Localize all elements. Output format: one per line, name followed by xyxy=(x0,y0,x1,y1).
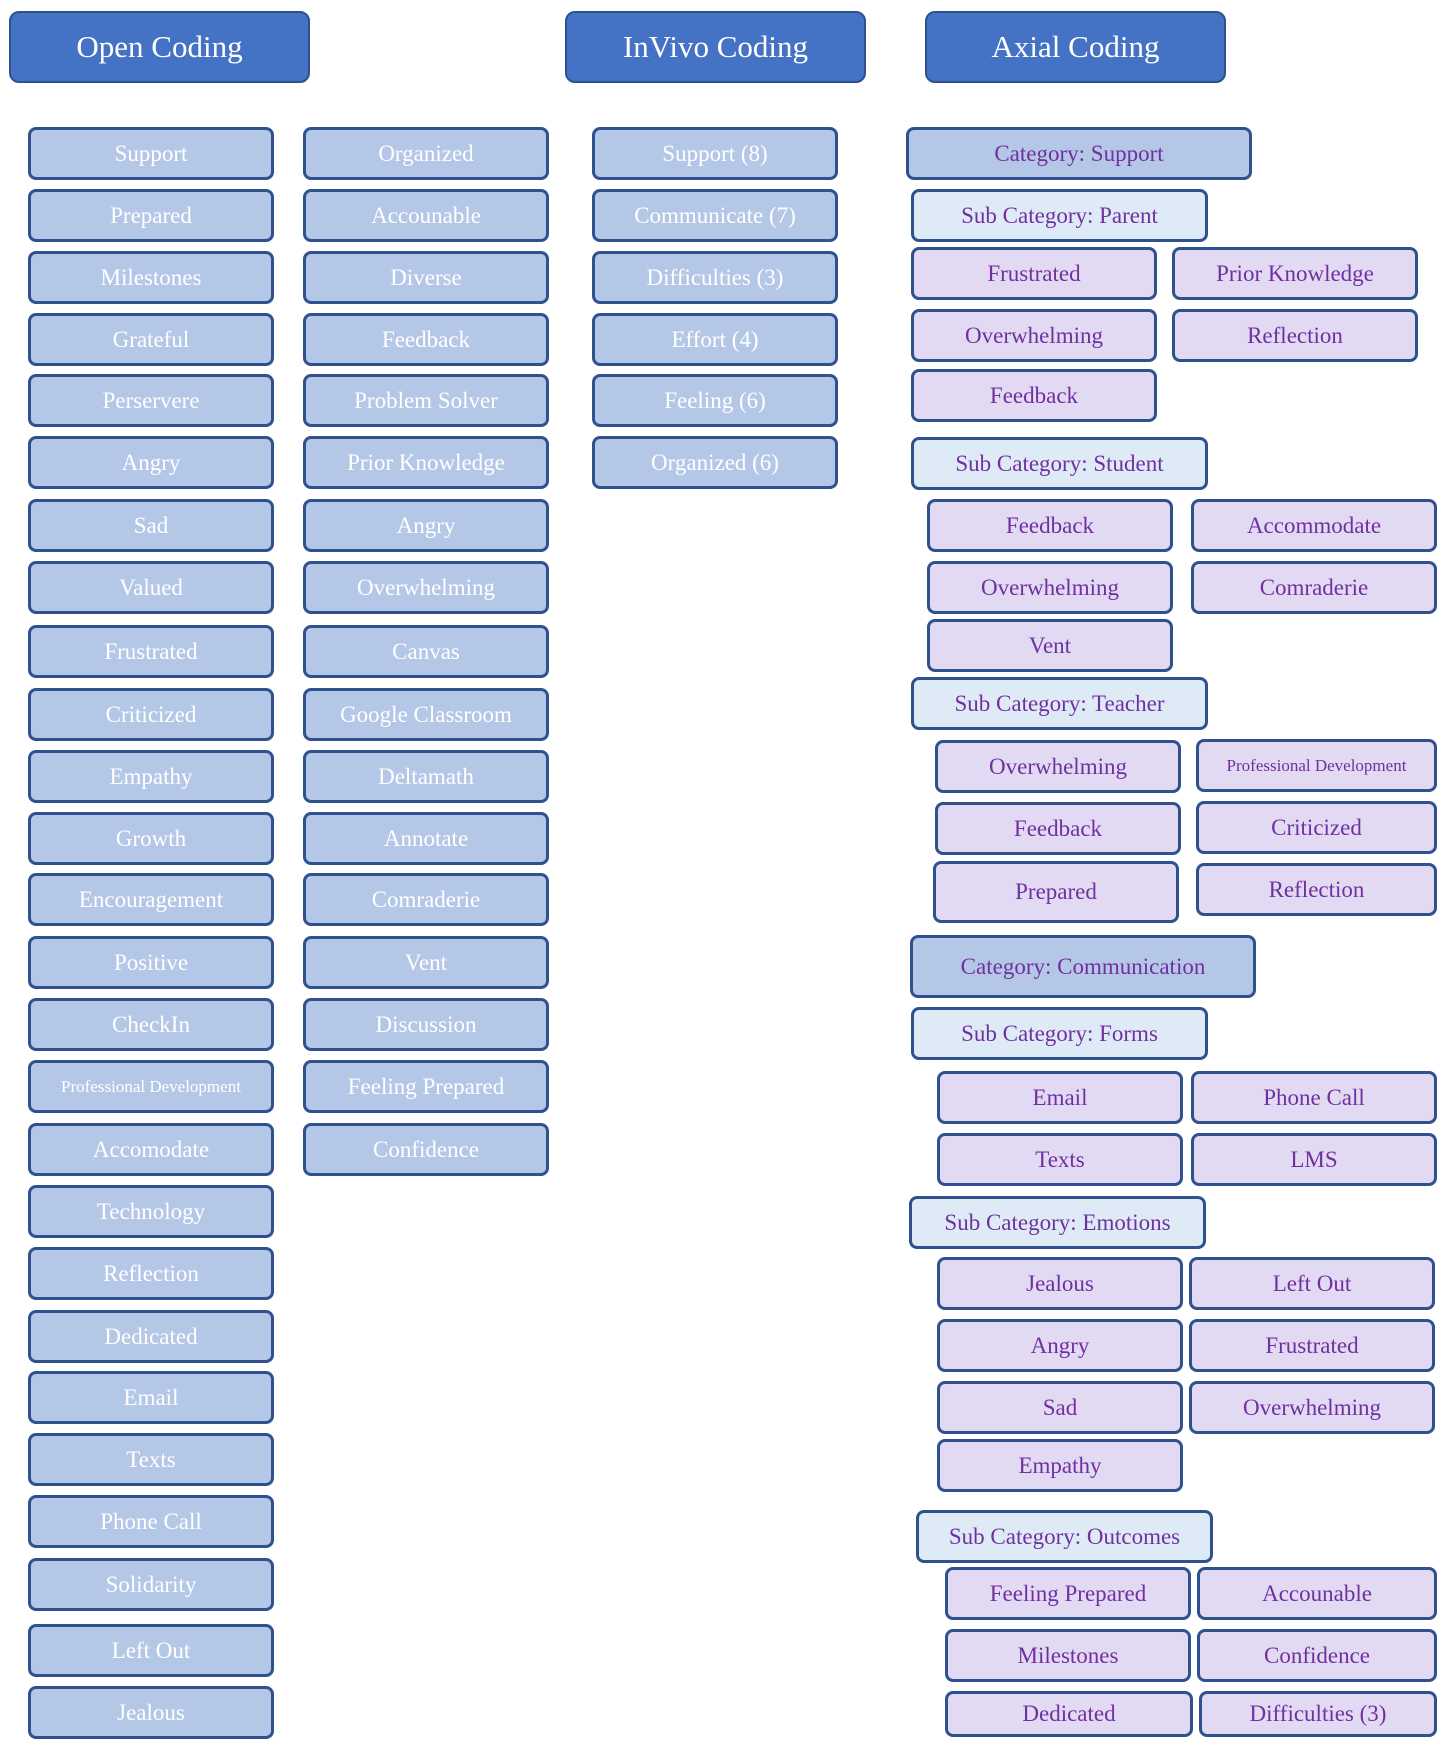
open-code-col2: Feedback xyxy=(303,313,549,366)
open-code-col1: Milestones xyxy=(28,251,274,304)
open-code-col1: Empathy xyxy=(28,750,274,803)
axial-item-parent: Prior Knowledge xyxy=(1172,247,1418,300)
axial-item-emotions: Left Out xyxy=(1189,1257,1435,1310)
open-code-col1: Valued xyxy=(28,561,274,614)
axial-item-outcomes: Confidence xyxy=(1197,1629,1437,1682)
open-code-col1: Positive xyxy=(28,936,274,989)
axial-item-outcomes: Dedicated xyxy=(945,1691,1193,1737)
open-code-col2: Problem Solver xyxy=(303,374,549,427)
open-code-col1: Encouragement xyxy=(28,873,274,926)
axial-item-teacher: Overwhelming xyxy=(935,740,1181,793)
axial-item-student: Comraderie xyxy=(1191,561,1437,614)
open-code-col1: Solidarity xyxy=(28,1558,274,1611)
open-code-col1: Dedicated xyxy=(28,1310,274,1363)
invivo-code: Support (8) xyxy=(592,127,838,180)
open-code-col1: Growth xyxy=(28,812,274,865)
axial-item-teacher: Professional Development xyxy=(1196,739,1437,792)
open-code-col2: Canvas xyxy=(303,625,549,678)
axial-item-parent: Overwhelming xyxy=(911,309,1157,362)
invivo-code: Effort (4) xyxy=(592,313,838,366)
axial-item-forms: Email xyxy=(937,1071,1183,1124)
axial-item-forms: Texts xyxy=(937,1133,1183,1186)
invivo-code: Feeling (6) xyxy=(592,374,838,427)
subcategory-parent: Sub Category: Parent xyxy=(911,189,1208,242)
open-code-col2: Diverse xyxy=(303,251,549,304)
axial-item-teacher: Reflection xyxy=(1196,863,1437,916)
axial-item-parent: Frustrated xyxy=(911,247,1157,300)
open-code-col2: Comraderie xyxy=(303,873,549,926)
axial-item-emotions: Angry xyxy=(937,1319,1183,1372)
axial-item-emotions: Jealous xyxy=(937,1257,1183,1310)
axial-item-outcomes: Accounable xyxy=(1197,1567,1437,1620)
open-code-col1: Frustrated xyxy=(28,625,274,678)
axial-item-teacher: Criticized xyxy=(1196,801,1437,854)
open-code-col1: Support xyxy=(28,127,274,180)
open-code-col2: Accounable xyxy=(303,189,549,242)
open-code-col2: Overwhelming xyxy=(303,561,549,614)
open-code-col2: Prior Knowledge xyxy=(303,436,549,489)
axial-item-outcomes: Feeling Prepared xyxy=(945,1567,1191,1620)
open-code-col1: Left Out xyxy=(28,1624,274,1677)
axial-item-teacher: Prepared xyxy=(933,861,1179,923)
axial-item-outcomes: Milestones xyxy=(945,1629,1191,1682)
subcategory-forms: Sub Category: Forms xyxy=(911,1007,1208,1060)
open-code-col1: Jealous xyxy=(28,1686,274,1739)
invivo-code: Organized (6) xyxy=(592,436,838,489)
open-code-col1: Phone Call xyxy=(28,1495,274,1548)
axial-item-emotions: Overwhelming xyxy=(1189,1381,1435,1434)
axial-item-emotions: Frustrated xyxy=(1189,1319,1435,1372)
axial-item-student: Feedback xyxy=(927,499,1173,552)
axial-item-outcomes: Difficulties (3) xyxy=(1199,1691,1437,1737)
open-code-col1: Perservere xyxy=(28,374,274,427)
open-code-col1: Sad xyxy=(28,499,274,552)
header-axial-coding: Axial Coding xyxy=(925,11,1226,83)
open-code-col1: Email xyxy=(28,1371,274,1424)
invivo-code: Communicate (7) xyxy=(592,189,838,242)
axial-item-parent: Feedback xyxy=(911,369,1157,422)
axial-item-emotions: Sad xyxy=(937,1381,1183,1434)
open-code-col2: Confidence xyxy=(303,1123,549,1176)
axial-item-forms: Phone Call xyxy=(1191,1071,1437,1124)
subcategory-emotions: Sub Category: Emotions xyxy=(909,1196,1206,1249)
invivo-code: Difficulties (3) xyxy=(592,251,838,304)
axial-item-parent: Reflection xyxy=(1172,309,1418,362)
open-code-col2: Organized xyxy=(303,127,549,180)
axial-item-student: Vent xyxy=(927,619,1173,672)
open-code-col1: Reflection xyxy=(28,1247,274,1300)
subcategory-outcomes: Sub Category: Outcomes xyxy=(916,1510,1213,1563)
open-code-col2: Annotate xyxy=(303,812,549,865)
open-code-col1: Angry xyxy=(28,436,274,489)
axial-item-student: Accommodate xyxy=(1191,499,1437,552)
axial-item-student: Overwhelming xyxy=(927,561,1173,614)
open-code-col1: Texts xyxy=(28,1433,274,1486)
open-code-col1: Professional Development xyxy=(28,1060,274,1113)
open-code-col2: Angry xyxy=(303,499,549,552)
subcategory-teacher: Sub Category: Teacher xyxy=(911,677,1208,730)
open-code-col1: Technology xyxy=(28,1185,274,1238)
category-communication: Category: Communication xyxy=(910,935,1256,998)
open-code-col2: Deltamath xyxy=(303,750,549,803)
open-code-col1: Prepared xyxy=(28,189,274,242)
open-code-col1: CheckIn xyxy=(28,998,274,1051)
category-support: Category: Support xyxy=(906,127,1252,180)
subcategory-student: Sub Category: Student xyxy=(911,437,1208,490)
axial-item-teacher: Feedback xyxy=(935,802,1181,855)
header-open-coding: Open Coding xyxy=(9,11,310,83)
open-code-col1: Accomodate xyxy=(28,1123,274,1176)
open-code-col2: Discussion xyxy=(303,998,549,1051)
open-code-col1: Criticized xyxy=(28,688,274,741)
axial-item-forms: LMS xyxy=(1191,1133,1437,1186)
axial-item-emotions: Empathy xyxy=(937,1439,1183,1492)
open-code-col2: Vent xyxy=(303,936,549,989)
header-invivo-coding: InVivo Coding xyxy=(565,11,866,83)
open-code-col2: Feeling Prepared xyxy=(303,1060,549,1113)
open-code-col1: Grateful xyxy=(28,313,274,366)
open-code-col2: Google Classroom xyxy=(303,688,549,741)
